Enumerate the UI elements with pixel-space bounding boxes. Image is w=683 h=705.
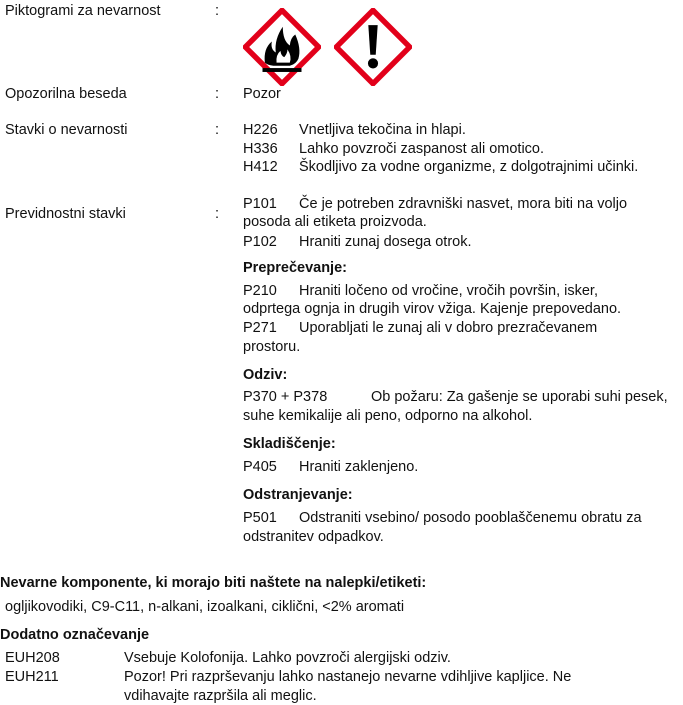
signal-word-label: Opozorilna beseda [5, 86, 127, 102]
precautionary-colon: : [215, 206, 220, 222]
signal-word-colon: : [215, 86, 220, 102]
precaution-code: P370 + P378 [243, 389, 328, 405]
precaution-text: Če je potreben zdravniški nasvet, mora biti na voljo [299, 196, 628, 212]
precaution-code: P271 [243, 320, 277, 336]
precaution-text: Odstraniti vsebino/ posodo pooblaščenemu obratu za [299, 510, 642, 526]
precaution-text-cont: posoda ali etiketa proizvoda. [243, 214, 427, 230]
precaution-code: P405 [243, 459, 277, 475]
additional-labelling-heading: Dodatno označevanje [0, 627, 150, 643]
hazard-text: Lahko povzroči zaspanost ali omotico. [299, 141, 545, 157]
hazard-code: H336 [243, 141, 278, 157]
components-text: ogljikovodiki, C9-C11, n-alkani, izoalkani, ciklični, <2% aromati [5, 599, 405, 615]
precaution-code: P501 [243, 510, 277, 526]
components-heading: Nevarne komponente, ki morajo biti naštete na nalepki/etiketi: [0, 575, 427, 591]
precaution-text: Uporabljati le zunaj ali v dobro prezračevanem [299, 320, 598, 336]
response-heading: Odziv: [243, 367, 288, 383]
euh-text: Pozor! Pri razprševanju lahko nastanejo nevarne vdihljive kapljice. Ne [124, 669, 572, 685]
precaution-text: Hraniti zaklenjeno. [299, 459, 419, 475]
euh-code: EUH208 [5, 650, 60, 666]
hazard-text: Vnetljiva tekočina in hlapi. [299, 122, 466, 138]
precaution-text-cont: prostoru. [243, 339, 301, 355]
exclamation-icon [334, 8, 412, 86]
euh-code: EUH211 [5, 669, 59, 685]
hazard-code: H226 [243, 122, 278, 138]
hazard-code: H412 [243, 159, 278, 175]
disposal-heading: Odstranjevanje: [243, 487, 353, 503]
signal-word-value: Pozor [243, 86, 281, 102]
hazard-statements-label: Stavki o nevarnosti [5, 122, 128, 138]
precaution-text: Ob požaru: Za gašenje se uporabi suhi pesek, [371, 389, 668, 405]
flame-icon [243, 8, 321, 86]
precaution-text: Hraniti ločeno od vročine, vročih površin, isker, [299, 283, 598, 299]
euh-text: Vsebuje Kolofonija. Lahko povzroči alergijski odziv. [124, 650, 451, 666]
pictograms-label: Piktogrami za nevarnost [5, 3, 161, 19]
precaution-text-cont: odprtega ognja in drugih virov vžiga. Kajenje prepovedano. [243, 301, 622, 317]
precaution-text-cont: odstranitev odpadkov. [243, 529, 384, 545]
precaution-code: P101 [243, 196, 277, 212]
precautionary-label: Previdnostni stavki [5, 206, 126, 222]
hazard-statements-colon: : [215, 122, 220, 138]
precaution-code: P210 [243, 283, 277, 299]
precaution-text-cont: suhe kemikalije ali peno, odporno na alkohol. [243, 408, 533, 424]
precaution-text: Hraniti zunaj dosega otrok. [299, 234, 472, 250]
storage-heading: Skladiščenje: [243, 436, 336, 452]
precaution-code: P102 [243, 234, 277, 250]
euh-text-cont: vdihavajte razpršila ali meglic. [124, 688, 317, 704]
pictograms-colon: : [215, 3, 220, 19]
hazard-text: Škodljivo za vodne organizme, z dolgotrajnimi učinki. [299, 159, 639, 175]
prevention-heading: Preprečevanje: [243, 260, 347, 276]
